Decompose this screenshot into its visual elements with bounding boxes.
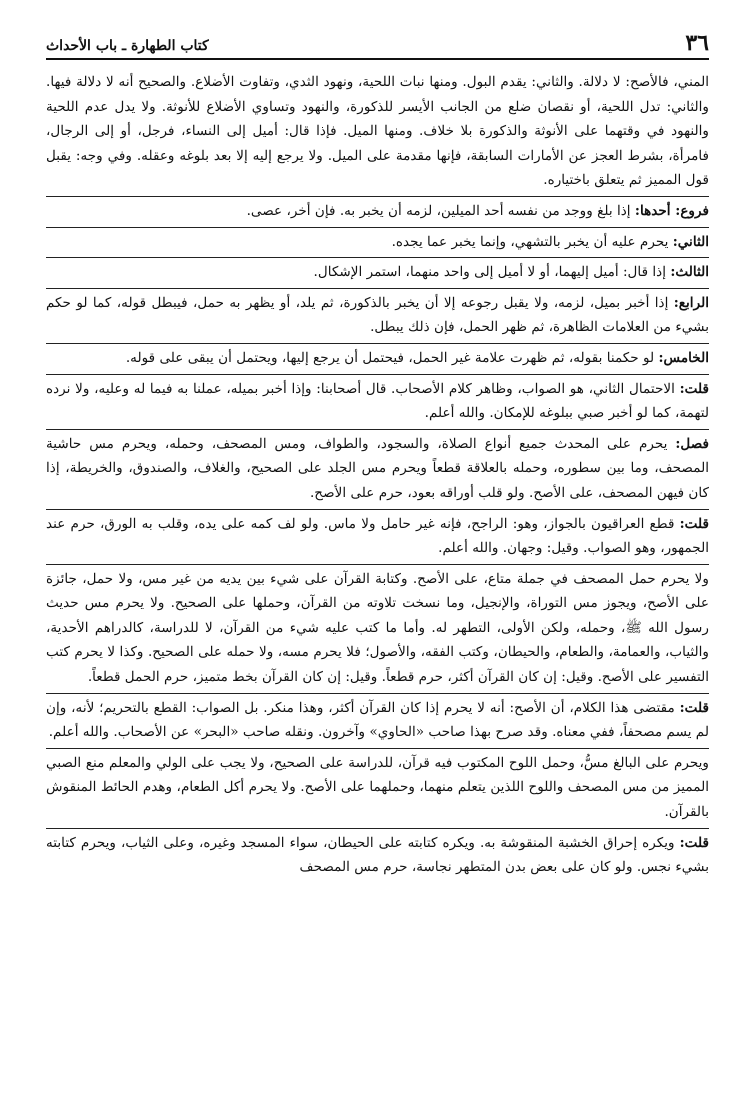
- paragraph-divider: [46, 693, 709, 694]
- paragraph-lead: الثاني:: [672, 233, 709, 250]
- paragraph-lead: الخامس:: [658, 349, 709, 366]
- paragraph-text: إذا قال: أميل إليهما، أو لا أميل إلى واحد منهما، استمر الإشكال.: [313, 264, 666, 281]
- paragraph: [46, 291, 709, 340]
- paragraph: [46, 512, 709, 561]
- paragraph: [46, 696, 709, 745]
- paragraph-lead: قلت:: [679, 834, 709, 851]
- paragraph: [46, 432, 709, 506]
- paragraph-divider: [46, 828, 709, 829]
- paragraph-text: يحرم على المحدث جميع أنواع الصلاة، والسجود، والطواف، ومس المصحف، وحمله، ويحرم مس حاشية المصحف، وما بين سطوره، وحمله بالعلاقة قطعاً ويحرم مس الجلد على الصحيح، والغلاف، والصندوق، والخريطة، إذا كان فيهن المصحف، على الأصح. ولو قلب أوراقه بعود، حرم على الأصح.: [46, 435, 709, 501]
- paragraph-divider: [46, 196, 709, 197]
- paragraph-text: ويحرم على البالغ مسُّ، وحمل اللوح المكتوب فيه قرآن، للدراسة على الصحيح، ولا يجب على الولي والمعلم منع الصبي المميز من مس المصحف واللوح اللذين يتعلم منهما، وحملهما على الأصح. ولا يحرم أكل الطعام، وهدم الحائط المنقوش بالقرآن.: [46, 754, 709, 821]
- paragraph: [46, 751, 709, 825]
- paragraph: [46, 260, 709, 285]
- paragraph-divider: [46, 374, 709, 375]
- paragraph-lead: قلت:: [679, 380, 709, 397]
- paragraph-lead: قلت:: [679, 699, 709, 716]
- paragraph-text: قطع العراقيون بالجواز، وهو: الراجح، فإنه غير حامل ولا ماس. ولو لف كمه على يده، وقلب به الورق، حرم عند الجمهور، وهو الصواب. وقيل: وجهان. والله أعلم.: [46, 515, 709, 557]
- paragraph-divider: [46, 429, 709, 430]
- paragraph-divider: [46, 343, 709, 344]
- page-number: ٣٦: [685, 30, 709, 56]
- paragraph-divider: [46, 748, 709, 749]
- paragraph-lead: فروع: أحدها:: [634, 202, 709, 219]
- paragraph: [46, 831, 709, 880]
- paragraph: [46, 70, 709, 193]
- paragraph: [46, 230, 709, 255]
- paragraph-text: يحرم عليه أن يخبر بالتشهي، وإنما يخبر عما يجده.: [391, 233, 669, 250]
- paragraph-lead: الثالث:: [670, 264, 709, 281]
- paragraph-text: ويكره إحراق الخشبة المنقوشة به. ويكره كتابته على الحيطان، سواء المسجد وغيره، وعلى الثياب، ويحرم كتابته بشيء نجس. ولو كان على بعض بدن المتطهر نجاسة، حرم مس المصحف: [46, 834, 709, 876]
- paragraph-text: ولا يحرم حمل المصحف في جملة متاع، على الأصح. وكتابة القرآن على شيء بين يديه من غير مس، ولا حمل، جائزة على الأصح، ويجوز مس التوراة، والإنجيل، وما نسخت تلاوته من القرآن، وحملها على الصحيح. ولا يحرم مس حديث رسول الله ﷺ، وحمله، ولكن الأولى، التطهر له. وأما ما كتب عليه شيء من القرآن، لا للدراسة، كالدراهم الأحدية، والثياب، والعمامة، والطعام، والحيطان، وكتب الفقه، والأصول؛ فلا يحرم مسه، ولا حمله على الصحيح. وكذا لا يحرم كتب التفسير على الأصح. وقيل: إن كان القرآن أكثر، حرم قطعاً. وقيل: إن كان القرآن بخط متميز، حرم الحمل قطعاً.: [46, 570, 709, 686]
- paragraph: [46, 199, 709, 224]
- paragraph-lead: قلت:: [679, 515, 709, 532]
- paragraph-text: الاحتمال الثاني، هو الصواب، وظاهر كلام الأصحاب. قال أصحابنا: وإذا أخبر بميله، عملنا به فيما له وعليه، ولا نرده لتهمة، كما لو أخبر صبي ببلوغه للإمكان. والله أعلم.: [46, 380, 709, 422]
- page-header: [46, 28, 709, 60]
- paragraph-text: إذا بلغ ووجد من نفسه أحد الميلين، لزمه أن يخبر به. فإن أخر، عصى.: [246, 202, 631, 219]
- paragraph-lead: فصل:: [675, 435, 709, 452]
- paragraph: [46, 567, 709, 690]
- paragraph-divider: [46, 288, 709, 289]
- paragraph-text: المني، فالأصح: لا دلالة. والثاني: يقدم البول. ومنها نبات اللحية، ونهود الثدي، وتفاوت الأضلاع. والصحيح أنه لا دلالة فيها. والثاني: تدل اللحية، أو نقصان ضلع من الجانب الأيسر للذكورة، والنهود وتساوي الأضلاع للأنوثة. ولا يدل عدم اللحية والنهود في وقتهما على الأنوثة والذكورة بلا خلاف. ومنها الميل. فإذا قال: أميل إلى النساء، فرجل، أو إلى الرجال، فامرأة، بشرط العجز عن الأمارات السابقة، فإنها مقدمة على الميل. ولا يرجع إليه إلا بعد بلوغه وعقله. وفي وجه: يقبل قول المميز ثم يتعلق باختياره.: [46, 74, 709, 189]
- paragraph: [46, 377, 709, 426]
- paragraph-divider: [46, 564, 709, 565]
- paragraph-divider: [46, 227, 709, 228]
- paragraph-text: لو حكمنا بقوله، ثم ظهرت علامة غير الحمل، فيحتمل أن يرجع إليها، ويحتمل أن يبقى على قوله.: [125, 349, 655, 366]
- running-title: كتاب الطهارة ـ باب الأحداث: [46, 38, 209, 54]
- paragraph-lead: الرابع:: [673, 294, 709, 311]
- paragraph-divider: [46, 257, 709, 258]
- body-text: [46, 70, 709, 880]
- paragraph: [46, 346, 709, 371]
- paragraph-text: إذا أخبر بميل، لزمه، ولا يقبل رجوعه إلا أن يخبر بالذكورة، ثم يلد، أو يظهر به حمل، فيبطل قوله، كما لو حكم بشيء من العلامات الظاهرة، ثم ظهر الحمل، فإن ذلك يبطل.: [46, 294, 709, 336]
- paragraph-divider: [46, 509, 709, 510]
- paragraph-text: مقتضى هذا الكلام، أن الأصح: أنه لا يحرم إذا كان القرآن أكثر، وهذا منكر. بل الصواب: القطع بالتحريم؛ لأنه، وإن لم يسم مصحفاً، ففي معناه. وقد صرح بهذا صاحب «الحاوي» وآخرون. ونقله صاحب «البحر» عن الأصحاب. والله أعلم.: [46, 699, 709, 741]
